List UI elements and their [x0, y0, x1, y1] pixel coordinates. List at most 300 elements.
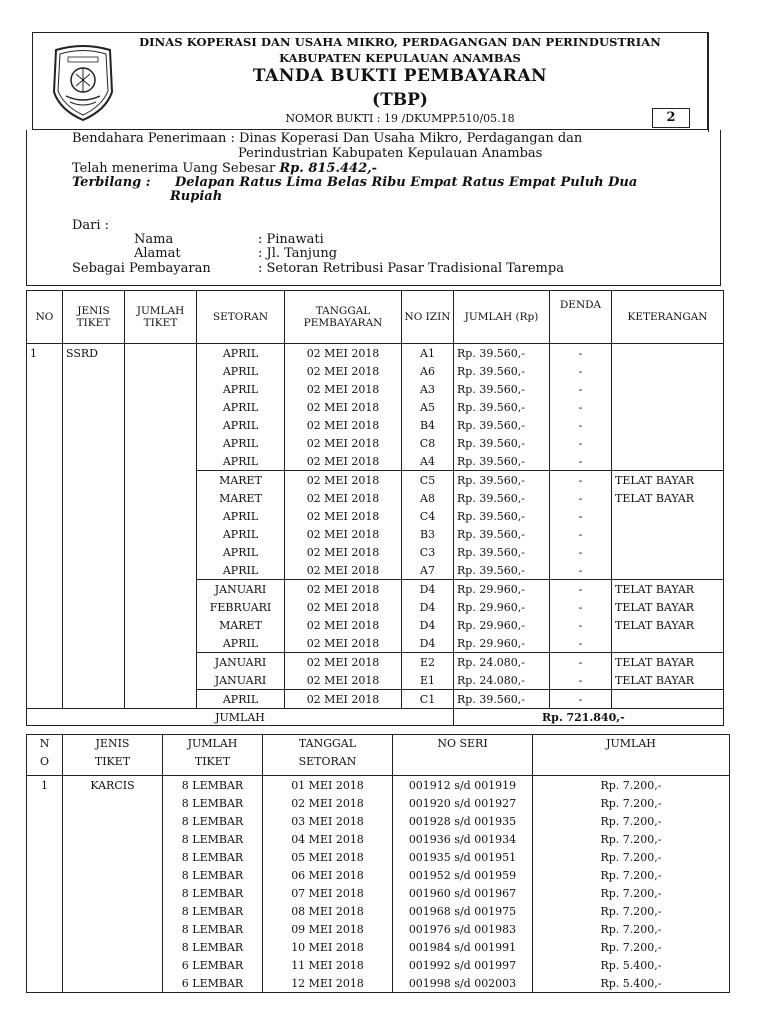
cell-denda: - — [550, 416, 612, 434]
cell-setoran: APRIL — [197, 344, 285, 363]
cell-denda: - — [550, 525, 612, 543]
cell-ket — [612, 380, 724, 398]
cell-jumlah: Rp. 29.960,- — [454, 616, 550, 634]
table-row — [27, 884, 730, 902]
cell-tanggal: 02 MEI 2018 — [285, 580, 402, 599]
cell-izin: A5 — [402, 398, 454, 416]
table-row — [27, 598, 724, 616]
cell-tanggal: 09 MEI 2018 — [263, 920, 393, 938]
cell-seri: 001952 s/d 001959 — [393, 866, 533, 884]
cell-jumlah-tiket: 8 LEMBAR — [163, 830, 263, 848]
cell-no: 1 — [27, 776, 63, 795]
cell-jumlah: Rp. 39.560,- — [454, 543, 550, 561]
cell-jumlah: Rp. 29.960,- — [454, 598, 550, 616]
cell-jumlah-tiket: 8 LEMBAR — [163, 812, 263, 830]
cell-tanggal: 11 MEI 2018 — [263, 956, 393, 974]
cell-denda: - — [550, 580, 612, 599]
cell-setoran: APRIL — [197, 690, 285, 709]
table-row — [27, 671, 724, 690]
cell-jenis — [63, 884, 163, 902]
cell-jumlah: Rp. 39.560,- — [454, 690, 550, 709]
cell-tanggal: 08 MEI 2018 — [263, 902, 393, 920]
table-row — [27, 902, 730, 920]
cell-jumlah-tiket — [125, 507, 197, 525]
cell-no — [27, 452, 63, 471]
table-row — [27, 974, 730, 993]
cell-tanggal: 02 MEI 2018 — [263, 794, 393, 812]
col-setoran: SETORAN — [197, 291, 285, 344]
cell-jumlah-tiket — [125, 416, 197, 434]
cell-jenis — [63, 866, 163, 884]
address-label: Alamat — [134, 246, 181, 261]
cell-jenis — [63, 653, 125, 672]
cell-jumlah: Rp. 39.560,- — [454, 471, 550, 490]
cell-jumlah: Rp. 39.560,- — [454, 434, 550, 452]
col-no-izin: NO IZIN — [402, 291, 454, 344]
cell-jumlah: Rp. 7.200,- — [533, 812, 730, 830]
cell-setoran: APRIL — [197, 416, 285, 434]
spelled-line-2: Rupiah — [170, 189, 223, 204]
table-row — [27, 794, 730, 812]
cell-jenis — [63, 561, 125, 580]
table-row — [27, 830, 730, 848]
cell-jenis — [63, 598, 125, 616]
cell-no — [27, 471, 63, 490]
cell-seri: 001992 s/d 001997 — [393, 956, 533, 974]
cell-jumlah: Rp. 7.200,- — [533, 884, 730, 902]
cell-tanggal: 02 MEI 2018 — [285, 598, 402, 616]
cell-jumlah: Rp. 7.200,- — [533, 848, 730, 866]
cell-jenis — [63, 543, 125, 561]
cell-setoran: JANUARI — [197, 580, 285, 599]
cell-jumlah-tiket: 8 LEMBAR — [163, 794, 263, 812]
table-row — [27, 812, 730, 830]
payment-table — [26, 290, 724, 726]
cell-ket: TELAT BAYAR — [612, 653, 724, 672]
cell-jumlah: Rp. 7.200,- — [533, 920, 730, 938]
cell-jenis: KARCIS — [63, 776, 163, 795]
treasurer-line-2: Perindustrian Kabupaten Kepulauan Anambas — [238, 146, 543, 161]
cell-jenis — [63, 398, 125, 416]
cell-izin: D4 — [402, 634, 454, 653]
cell-tanggal: 02 MEI 2018 — [285, 653, 402, 672]
cell-no — [27, 616, 63, 634]
cell-jenis — [63, 489, 125, 507]
cell-tanggal: 02 MEI 2018 — [285, 507, 402, 525]
cell-no — [27, 561, 63, 580]
cell-no — [27, 362, 63, 380]
cell-jumlah-tiket: 8 LEMBAR — [163, 884, 263, 902]
table-row — [27, 344, 724, 363]
cell-tanggal: 02 MEI 2018 — [285, 690, 402, 709]
cell-no — [27, 525, 63, 543]
cell-setoran: APRIL — [197, 398, 285, 416]
table-row — [27, 938, 730, 956]
cell-izin: C4 — [402, 507, 454, 525]
received-label: Telah menerima Uang Sebesar — [72, 161, 276, 176]
cell-no — [27, 884, 63, 902]
cell-ket: TELAT BAYAR — [612, 580, 724, 599]
cell-ket — [612, 416, 724, 434]
total-value: Rp. 721.840,- — [454, 709, 724, 726]
header-divider — [708, 32, 709, 132]
cell-ket: TELAT BAYAR — [612, 489, 724, 507]
cell-setoran: APRIL — [197, 525, 285, 543]
cell-jumlah: Rp. 39.560,- — [454, 452, 550, 471]
table-row — [27, 920, 730, 938]
cell-ket — [612, 525, 724, 543]
cell-jenis — [63, 812, 163, 830]
cell-setoran: APRIL — [197, 543, 285, 561]
cell-setoran: APRIL — [197, 362, 285, 380]
cell-jumlah-tiket — [125, 671, 197, 690]
cell-ket: TELAT BAYAR — [612, 616, 724, 634]
cell-jumlah-tiket: 8 LEMBAR — [163, 776, 263, 795]
cell-ket — [612, 344, 724, 363]
cell-tanggal: 02 MEI 2018 — [285, 452, 402, 471]
cell-denda: - — [550, 380, 612, 398]
cell-tanggal: 02 MEI 2018 — [285, 543, 402, 561]
cell-jumlah-tiket: 8 LEMBAR — [163, 902, 263, 920]
cell-tanggal: 02 MEI 2018 — [285, 434, 402, 452]
cell-tanggal: 02 MEI 2018 — [285, 525, 402, 543]
cell-denda: - — [550, 507, 612, 525]
cell-tanggal: 02 MEI 2018 — [285, 380, 402, 398]
cell-ket — [612, 634, 724, 653]
cell-tanggal: 02 MEI 2018 — [285, 634, 402, 653]
cell-no — [27, 830, 63, 848]
cell-izin: C1 — [402, 690, 454, 709]
received-line — [72, 161, 377, 176]
cell-no — [27, 634, 63, 653]
cell-no — [27, 598, 63, 616]
cell-denda: - — [550, 344, 612, 363]
cell-setoran: APRIL — [197, 634, 285, 653]
cell-jumlah: Rp. 39.560,- — [454, 561, 550, 580]
cell-no — [27, 507, 63, 525]
cell-no — [27, 380, 63, 398]
cell-ket — [612, 452, 724, 471]
cell-jumlah-tiket — [125, 634, 197, 653]
cell-jumlah-tiket — [125, 434, 197, 452]
table-row — [27, 489, 724, 507]
cell-denda: - — [550, 653, 612, 672]
table-row — [27, 580, 724, 599]
cell-jumlah-tiket: 8 LEMBAR — [163, 848, 263, 866]
cell-setoran: APRIL — [197, 380, 285, 398]
cell-jenis — [63, 452, 125, 471]
cell-no — [27, 653, 63, 672]
table-row — [27, 362, 724, 380]
cell-jumlah-tiket — [125, 561, 197, 580]
cell-tanggal: 04 MEI 2018 — [263, 830, 393, 848]
cell-setoran: MARET — [197, 471, 285, 490]
table-row — [27, 471, 724, 490]
spelled-label: Terbilang : — [72, 175, 151, 190]
cell-setoran: MARET — [197, 489, 285, 507]
cell-tanggal: 12 MEI 2018 — [263, 974, 393, 993]
cell-tanggal: 07 MEI 2018 — [263, 884, 393, 902]
cell-izin: A4 — [402, 452, 454, 471]
cell-jenis — [63, 956, 163, 974]
table-row — [27, 416, 724, 434]
cell-no — [27, 956, 63, 974]
cell-jenis — [63, 902, 163, 920]
cell-seri: 001920 s/d 001927 — [393, 794, 533, 812]
cell-setoran: FEBRUARI — [197, 598, 285, 616]
col2-no-seri: NO SERI — [393, 735, 533, 776]
cell-izin: C3 — [402, 543, 454, 561]
cell-jumlah-tiket — [125, 616, 197, 634]
cell-izin: B4 — [402, 416, 454, 434]
cell-tanggal: 05 MEI 2018 — [263, 848, 393, 866]
table-row — [27, 434, 724, 452]
treasurer-line-1: Bendahara Penerimaan : Dinas Koperasi Dan Usaha Mikro, Perdagangan dan — [72, 131, 583, 146]
cell-denda: - — [550, 561, 612, 580]
cell-jenis — [63, 471, 125, 490]
col2-no: N O — [27, 735, 63, 776]
cell-izin: C8 — [402, 434, 454, 452]
cell-tanggal: 02 MEI 2018 — [285, 344, 402, 363]
from-label: Dari : — [72, 218, 110, 233]
cell-denda: - — [550, 671, 612, 690]
ticket-table-header — [27, 735, 730, 776]
cell-izin: D4 — [402, 598, 454, 616]
cell-seri: 001928 s/d 001935 — [393, 812, 533, 830]
col-jenis-tiket: JENIS TIKET — [63, 291, 125, 344]
cell-ket — [612, 362, 724, 380]
cell-denda: - — [550, 598, 612, 616]
col-keterangan: KETERANGAN — [612, 291, 724, 344]
cell-tanggal: 10 MEI 2018 — [263, 938, 393, 956]
cell-no — [27, 671, 63, 690]
agency-name: DINAS KOPERASI DAN USAHA MIKRO, PERDAGANGAN DAN PERINDUSTRIAN — [139, 35, 661, 49]
cell-seri: 001912 s/d 001919 — [393, 776, 533, 795]
cell-jenis — [63, 634, 125, 653]
cell-jumlah: Rp. 29.960,- — [454, 634, 550, 653]
cell-no — [27, 580, 63, 599]
col2-jumlah-tiket: JUMLAH TIKET — [163, 735, 263, 776]
table-row — [27, 616, 724, 634]
cell-jenis — [63, 434, 125, 452]
cell-jumlah: Rp. 39.560,- — [454, 398, 550, 416]
col-denda: DENDA — [550, 291, 612, 344]
cell-denda: - — [550, 543, 612, 561]
cell-no — [27, 848, 63, 866]
cell-seri: 001936 s/d 001934 — [393, 830, 533, 848]
cell-jumlah: Rp. 7.200,- — [533, 866, 730, 884]
table-row — [27, 543, 724, 561]
cell-izin: B3 — [402, 525, 454, 543]
cell-ket — [612, 398, 724, 416]
page-number: 2 — [652, 108, 690, 128]
cell-no — [27, 974, 63, 993]
col2-jenis-tiket: JENIS TIKET — [63, 735, 163, 776]
cell-ket: TELAT BAYAR — [612, 671, 724, 690]
cell-tanggal: 02 MEI 2018 — [285, 671, 402, 690]
cell-jenis — [63, 580, 125, 599]
cell-ket — [612, 561, 724, 580]
total-label: JUMLAH — [27, 709, 454, 726]
cell-izin: E1 — [402, 671, 454, 690]
cell-izin: E2 — [402, 653, 454, 672]
cell-jumlah: Rp. 7.200,- — [533, 776, 730, 795]
purpose-label: Sebagai Pembayaran — [72, 261, 211, 276]
received-amount: Rp. 815.442,- — [279, 161, 378, 176]
cell-jumlah-tiket — [125, 380, 197, 398]
name-value: : Pinawati — [258, 232, 324, 247]
spelled-line-1: Delapan Ratus Lima Belas Ribu Empat Ratus Empat Puluh Dua — [175, 175, 638, 190]
cell-jenis — [63, 525, 125, 543]
cell-jumlah-tiket — [125, 525, 197, 543]
cell-ket — [612, 434, 724, 452]
cell-jumlah: Rp. 39.560,- — [454, 380, 550, 398]
cell-jumlah-tiket — [125, 344, 197, 363]
cell-izin: C5 — [402, 471, 454, 490]
cell-setoran: MARET — [197, 616, 285, 634]
cell-jumlah-tiket: 8 LEMBAR — [163, 920, 263, 938]
cell-no — [27, 812, 63, 830]
col-no: NO — [27, 291, 63, 344]
cell-tanggal: 02 MEI 2018 — [285, 416, 402, 434]
cell-denda: - — [550, 690, 612, 709]
cell-izin: A3 — [402, 380, 454, 398]
cell-jenis — [63, 362, 125, 380]
cell-izin: A1 — [402, 344, 454, 363]
col-jumlah: JUMLAH (Rp) — [454, 291, 550, 344]
cell-jenis — [63, 794, 163, 812]
cell-no — [27, 543, 63, 561]
table-row — [27, 452, 724, 471]
cell-jumlah-tiket: 6 LEMBAR — [163, 974, 263, 993]
cell-jenis — [63, 507, 125, 525]
cell-jumlah-tiket — [125, 452, 197, 471]
cell-izin: D4 — [402, 580, 454, 599]
cell-setoran: JANUARI — [197, 671, 285, 690]
cell-setoran: JANUARI — [197, 653, 285, 672]
payment-table-header — [27, 291, 724, 344]
table-row — [27, 525, 724, 543]
cell-tanggal: 06 MEI 2018 — [263, 866, 393, 884]
cell-jumlah: Rp. 39.560,- — [454, 416, 550, 434]
cell-jumlah-tiket: 8 LEMBAR — [163, 866, 263, 884]
cell-jenis — [63, 416, 125, 434]
cell-jumlah-tiket — [125, 471, 197, 490]
cell-jumlah-tiket — [125, 362, 197, 380]
cell-jumlah: Rp. 5.400,- — [533, 956, 730, 974]
cell-jumlah: Rp. 24.080,- — [454, 653, 550, 672]
cell-tanggal: 02 MEI 2018 — [285, 362, 402, 380]
cell-jumlah: Rp. 39.560,- — [454, 489, 550, 507]
cell-tanggal: 02 MEI 2018 — [285, 398, 402, 416]
cell-jumlah-tiket: 8 LEMBAR — [163, 938, 263, 956]
cell-jenis: SSRD — [63, 344, 125, 363]
cell-tanggal: 02 MEI 2018 — [285, 489, 402, 507]
ticket-table — [26, 734, 730, 993]
cell-tanggal: 01 MEI 2018 — [263, 776, 393, 795]
cell-jumlah: Rp. 7.200,- — [533, 794, 730, 812]
cell-tanggal: 03 MEI 2018 — [263, 812, 393, 830]
cell-jumlah: Rp. 7.200,- — [533, 938, 730, 956]
cell-denda: - — [550, 362, 612, 380]
cell-tanggal: 02 MEI 2018 — [285, 561, 402, 580]
table-row — [27, 634, 724, 653]
table-row — [27, 848, 730, 866]
cell-denda: - — [550, 452, 612, 471]
cell-jumlah-tiket — [125, 580, 197, 599]
cell-tanggal: 02 MEI 2018 — [285, 616, 402, 634]
cell-denda: - — [550, 471, 612, 490]
cell-seri: 001984 s/d 001991 — [393, 938, 533, 956]
cell-jumlah-tiket — [125, 398, 197, 416]
cell-seri: 001968 s/d 001975 — [393, 902, 533, 920]
table-row — [27, 653, 724, 672]
cell-no — [27, 794, 63, 812]
cell-jenis — [63, 974, 163, 993]
cell-denda: - — [550, 434, 612, 452]
col2-jumlah: JUMLAH — [533, 735, 730, 776]
regency-emblem-icon — [46, 44, 120, 122]
cell-seri: 001976 s/d 001983 — [393, 920, 533, 938]
cell-no — [27, 434, 63, 452]
cell-no — [27, 489, 63, 507]
cell-jumlah: Rp. 29.960,- — [454, 580, 550, 599]
cell-no — [27, 690, 63, 709]
cell-denda: - — [550, 616, 612, 634]
table-row — [27, 690, 724, 709]
cell-jumlah: Rp. 7.200,- — [533, 902, 730, 920]
table-row — [27, 380, 724, 398]
cell-jenis — [63, 616, 125, 634]
cell-ket — [612, 690, 724, 709]
cell-jumlah-tiket — [125, 489, 197, 507]
table-row — [27, 956, 730, 974]
col2-tanggal: TANGGAL SETORAN — [263, 735, 393, 776]
cell-jumlah: Rp. 5.400,- — [533, 974, 730, 993]
table-row — [27, 507, 724, 525]
cell-jumlah-tiket — [125, 653, 197, 672]
cell-jenis — [63, 380, 125, 398]
cell-setoran: APRIL — [197, 434, 285, 452]
cell-setoran: APRIL — [197, 561, 285, 580]
cell-izin: A7 — [402, 561, 454, 580]
cell-seri: 001935 s/d 001951 — [393, 848, 533, 866]
table-row — [27, 561, 724, 580]
regency-name: KABUPATEN KEPULAUAN ANAMBAS — [279, 51, 521, 65]
cell-no — [27, 416, 63, 434]
table-row — [27, 776, 730, 795]
document-number: NOMOR BUKTI : 19 /DKUMPP.510/05.18 — [285, 112, 515, 125]
name-label: Nama — [134, 232, 174, 247]
cell-jenis — [63, 848, 163, 866]
col-tanggal: TANGGAL PEMBAYARAN — [285, 291, 402, 344]
cell-jenis — [63, 920, 163, 938]
address-value: : Jl. Tanjung — [258, 246, 338, 261]
cell-no — [27, 866, 63, 884]
cell-seri: 001998 s/d 002003 — [393, 974, 533, 993]
cell-no — [27, 920, 63, 938]
cell-denda: - — [550, 489, 612, 507]
document-title: TANDA BUKTI PEMBAYARAN — [252, 66, 548, 86]
cell-jumlah: Rp. 39.560,- — [454, 525, 550, 543]
cell-jumlah-tiket — [125, 690, 197, 709]
cell-ket: TELAT BAYAR — [612, 598, 724, 616]
cell-jenis — [63, 830, 163, 848]
cell-no — [27, 398, 63, 416]
cell-jenis — [63, 671, 125, 690]
cell-ket — [612, 507, 724, 525]
table-row — [27, 866, 730, 884]
